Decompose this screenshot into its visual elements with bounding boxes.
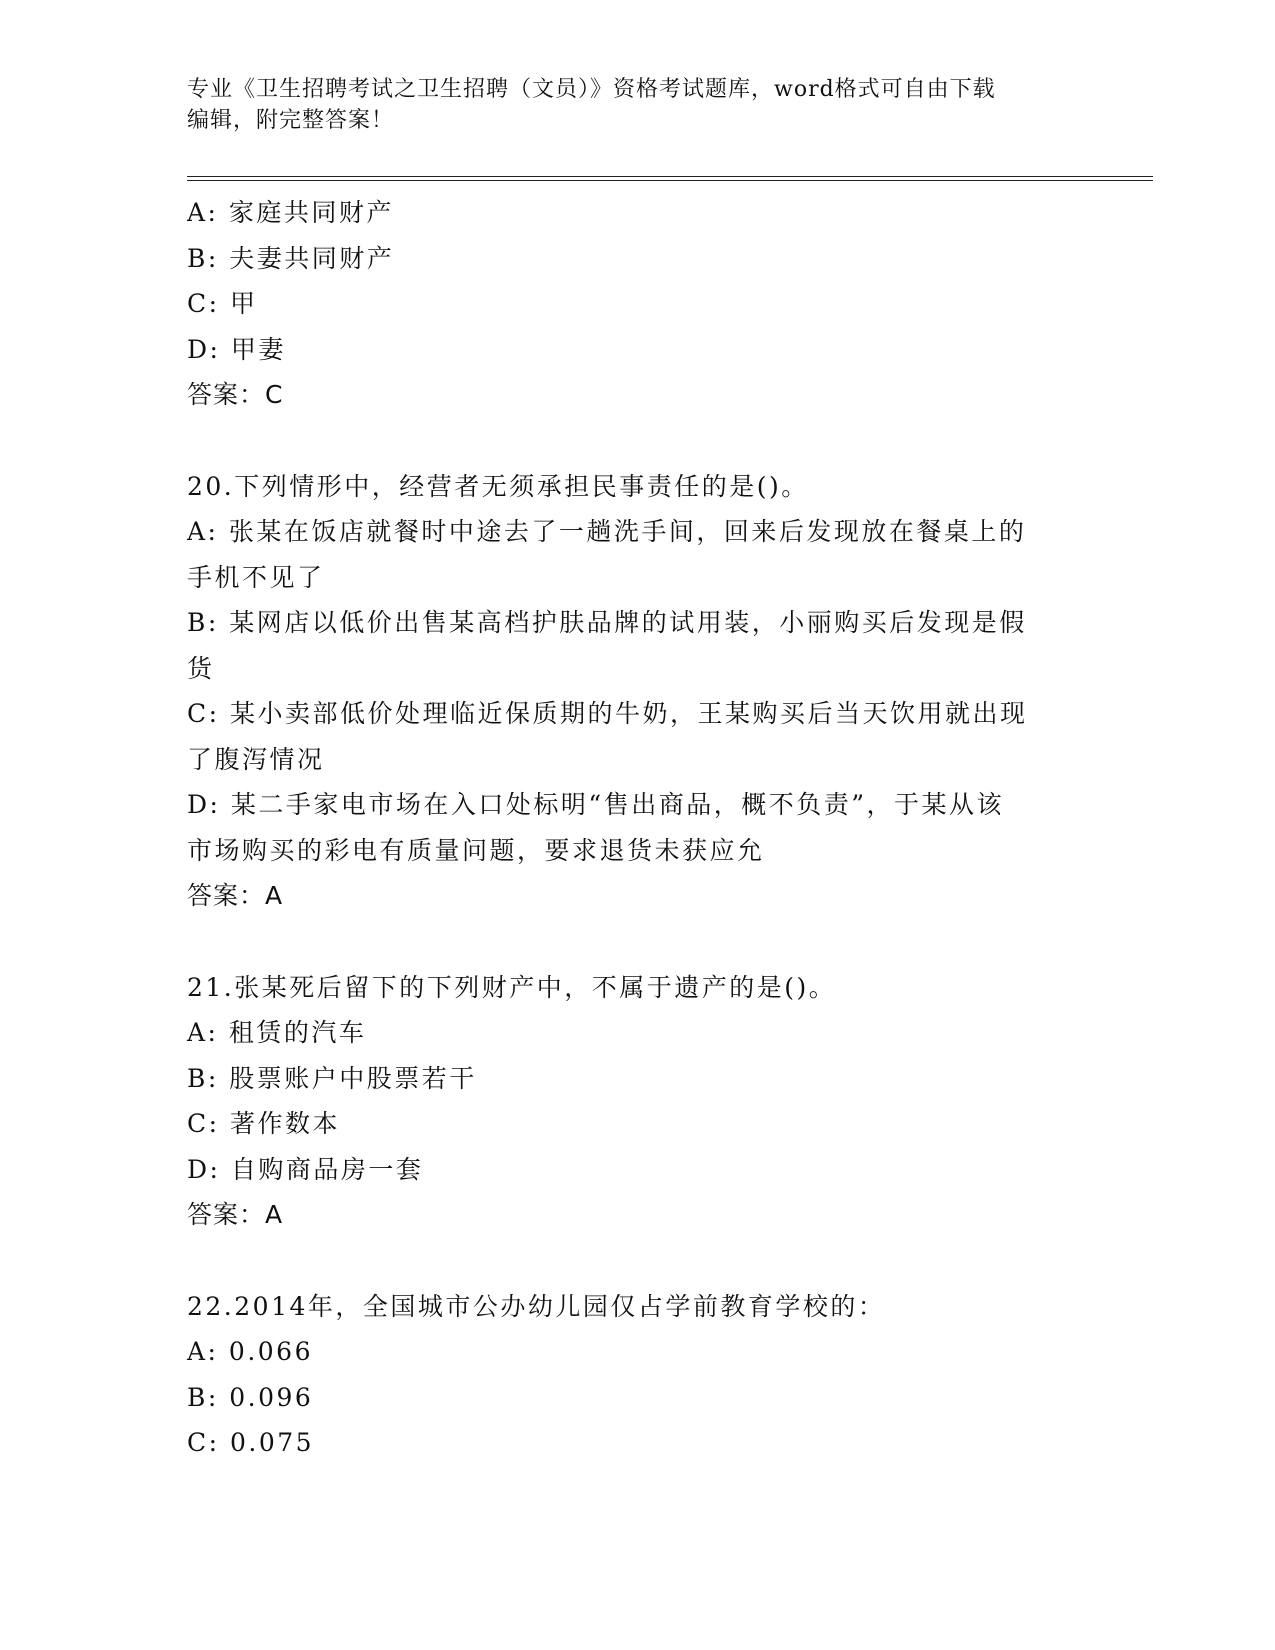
option-c: C: 甲 [187,289,258,318]
option-d-continued: 市场购买的彩电有质量问题，要求退货未获应允 [187,835,765,865]
option-c: C: 0.075 [187,1428,315,1457]
question-text: 20.下列情形中，经营者无须承担民事责任的是()。 [187,471,809,501]
answer-line: 答案：C [187,380,284,409]
option-b-continued: 货 [187,653,215,683]
option-b: B: 夫妻共同财产 [187,243,395,273]
option-d: D: 甲妻 [187,334,286,364]
option-c-continued: 了腹泻情况 [187,744,325,774]
question-list [187,190,1087,1466]
option-c: C: 著作数本 [187,1109,340,1138]
spacer [187,919,1087,965]
question-text: 21.张某死后留下的下列财产中，不属于遗产的是()。 [187,972,837,1002]
spacer [187,418,1087,464]
page-header [187,74,1087,136]
option-b: B: 股票账户中股票若干 [187,1063,477,1093]
question-block-21 [187,965,1087,1238]
question-block-previous [187,190,1087,418]
question-block-22 [187,1284,1087,1466]
option-d: D: 某二手家电市场在入口处标明“售出商品，概不负责”，于某从该 [187,790,1004,819]
option-a: A: 张某在饭店就餐时中途去了一趟洗手间，回来后发现放在餐桌上的 [187,517,1027,546]
option-a: A: 0.066 [187,1337,313,1366]
header-double-rule [187,176,1153,181]
option-d: D: 自购商品房一套 [187,1154,424,1184]
answer-line: 答案：A [187,881,284,910]
header-line-1: 专业《卫生招聘考试之卫生招聘（文员）》资格考试题库，word格式可自由下载 [187,77,996,102]
option-c: C: 某小卖部低价处理临近保质期的牛奶，王某购买后当天饮用就出现 [187,699,1028,728]
question-text: 22.2014年，全国城市公办幼儿园仅占学前教育学校的： [187,1291,886,1321]
option-a: A: 租赁的汽车 [187,1018,367,1047]
spacer [187,1238,1087,1284]
answer-line: 答案：A [187,1200,284,1229]
option-b: B: 某网店以低价出售某高档护肤品牌的试用装，小丽购买后发现是假 [187,608,1027,637]
question-block-20 [187,464,1087,919]
option-a-continued: 手机不见了 [187,562,325,592]
option-a: A: 家庭共同财产 [187,198,394,227]
option-b: B: 0.096 [187,1382,314,1412]
header-line-2: 编辑，附完整答案！ [187,108,395,133]
